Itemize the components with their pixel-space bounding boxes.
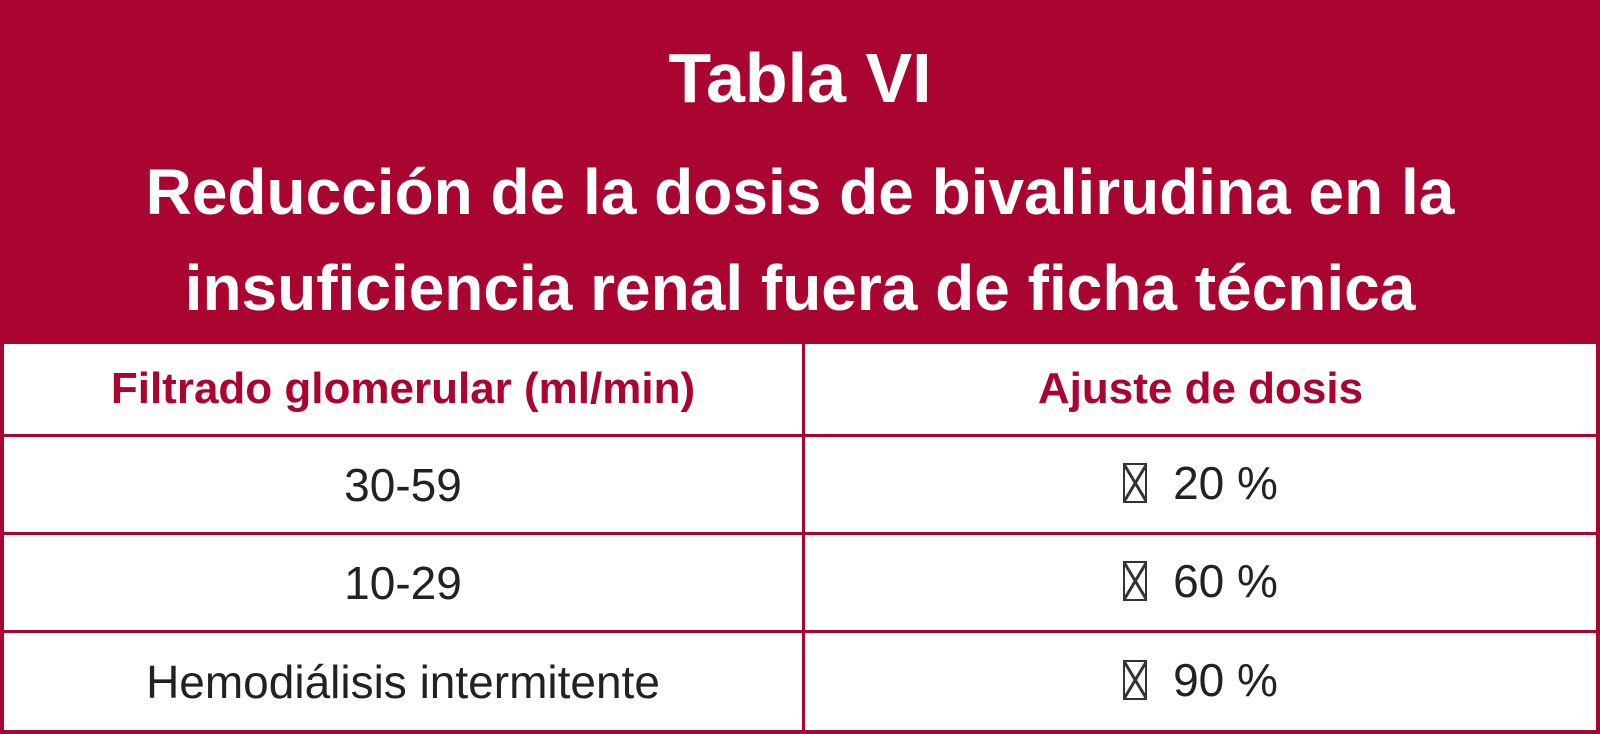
missing-glyph-icon [1123, 660, 1147, 700]
ajuste-cell [804, 534, 1597, 632]
missing-glyph-icon [1123, 561, 1147, 601]
table-row [4, 436, 1596, 534]
table-row [4, 632, 1596, 730]
column-header-ajuste: Ajuste de dosis [804, 344, 1597, 436]
filtrado-cell: 30-59 [4, 436, 804, 534]
filtrado-cell: 10-29 [4, 534, 804, 632]
table-title: Reducción de la dosis de bivalirudina en la insuficiencia renal fuera de ficha técnica [145, 156, 1455, 324]
dose-grid [4, 344, 1596, 730]
ajuste-cell [804, 436, 1597, 534]
table-row [4, 534, 1596, 632]
missing-glyph-icon [1123, 463, 1147, 503]
filtrado-cell: Hemodiálisis intermitente [4, 632, 804, 730]
table-caption [4, 4, 1596, 344]
column-header-filtrado: Filtrado glomerular (ml/min) [4, 344, 804, 436]
ajuste-value: 20 % [1173, 456, 1278, 509]
ajuste-value: 60 % [1173, 554, 1278, 607]
ajuste-value: 90 % [1173, 653, 1278, 706]
ajuste-cell [804, 632, 1597, 730]
header-row [4, 344, 1596, 436]
table-label: Tabla VI [668, 39, 932, 117]
